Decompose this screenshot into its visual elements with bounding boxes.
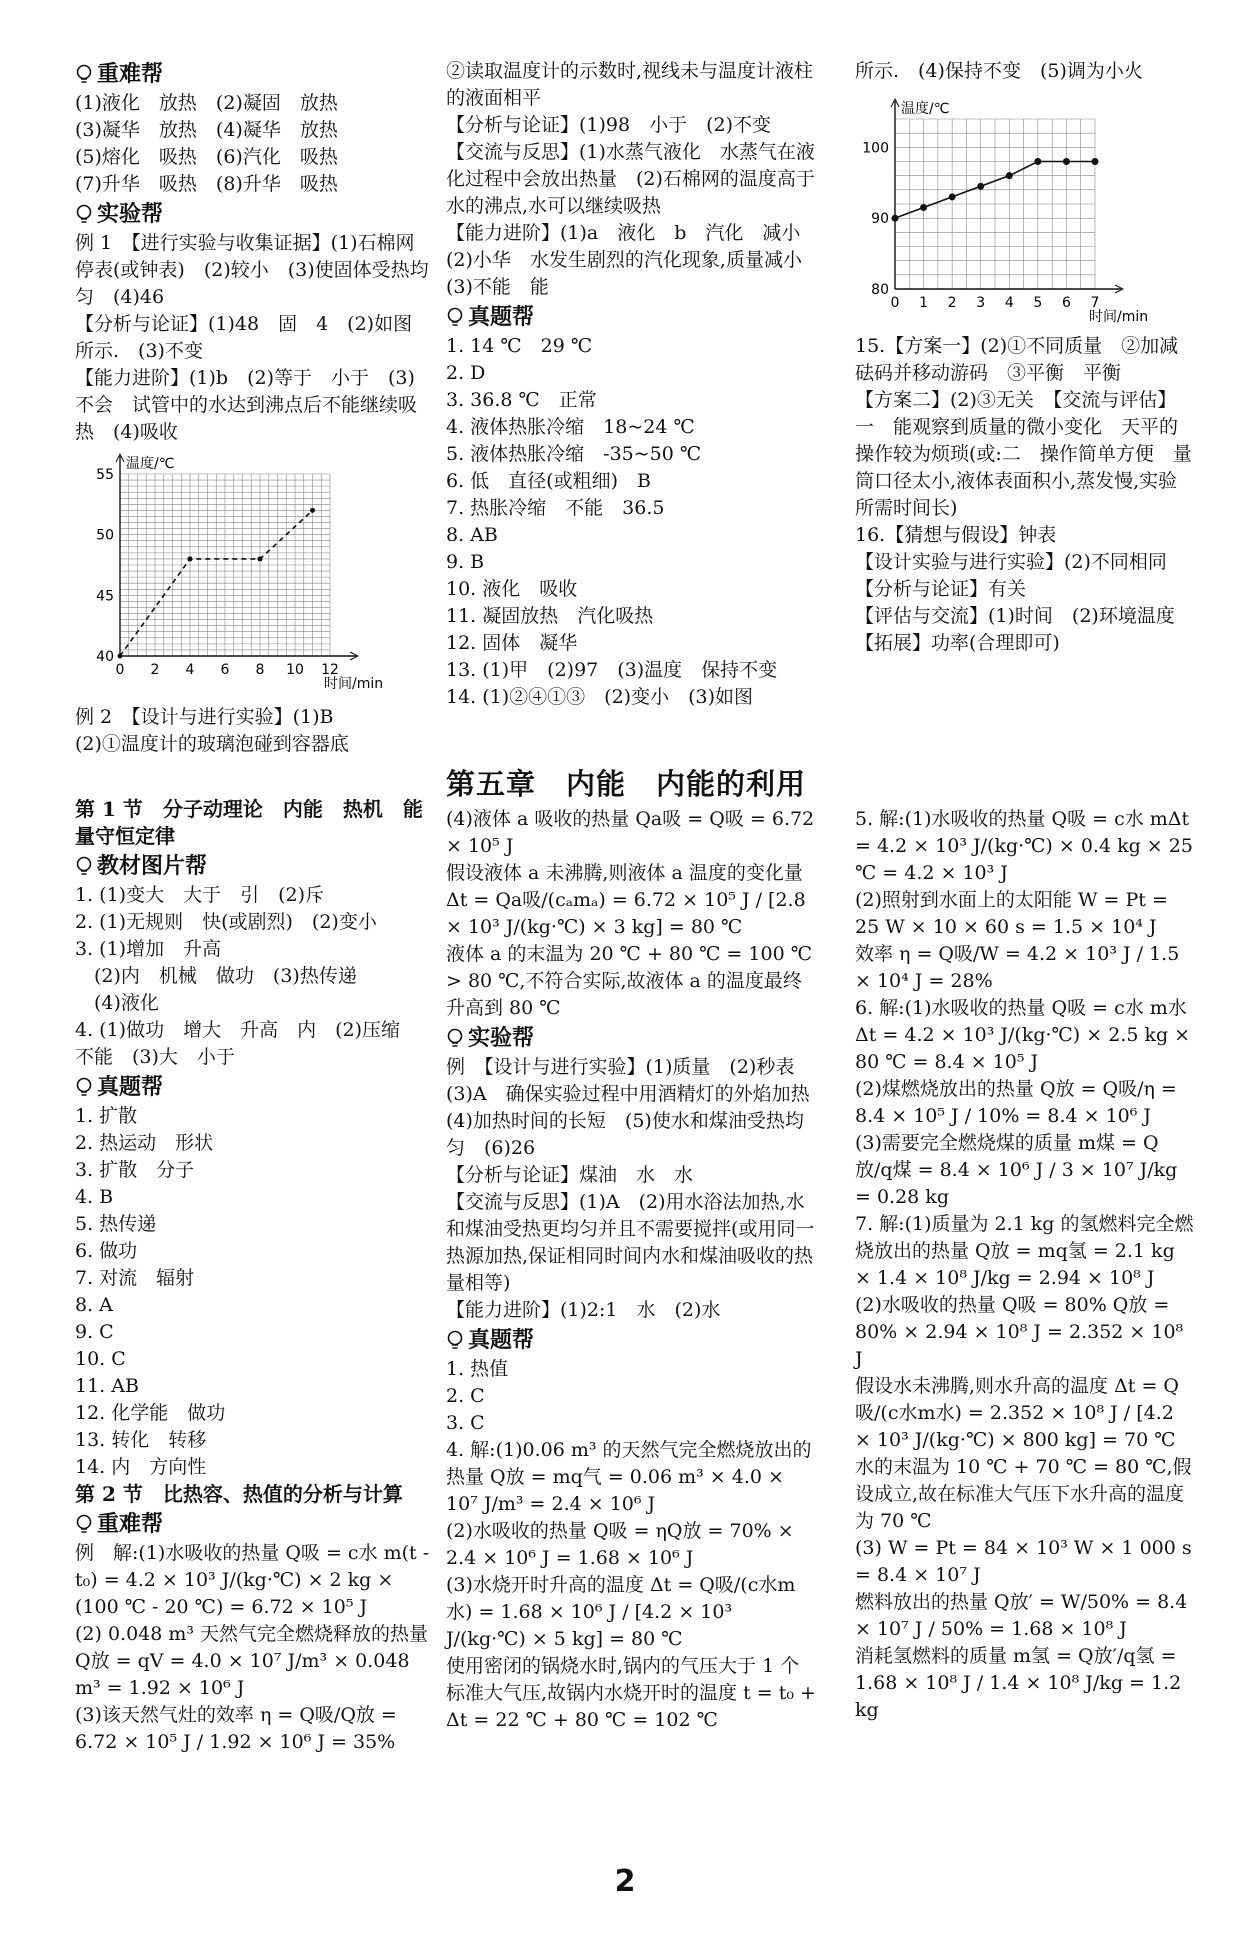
y-tick-label: 100: [862, 140, 889, 157]
solution-line: (3)水烧开时升高的温度 Δt = Q吸/(c水m水) = 1.68 × 10⁶ J / [4.2 × 10³ J/(kg·℃) × 5 kg] = 80 ℃: [446, 1574, 796, 1650]
solution-line: (4)液体 a 吸收的热量 Qa吸 = Q吸 = 6.72 × 10⁵ J: [446, 808, 821, 857]
section-heading: 实验帮: [446, 1025, 816, 1052]
left-bottom-column: [75, 796, 436, 1756]
y-axis-label: 温度/℃: [901, 101, 950, 117]
lt-s1-list: [75, 90, 430, 198]
solution-line: (3)需要完全燃烧煤的质量 m煤 = Q放/q煤 = 8.4 × 10⁶ J / 3 × 10⁷ J/kg = 0.28 kg: [855, 1132, 1184, 1208]
x-tick-label: 4: [185, 662, 195, 678]
data-point: [1034, 158, 1041, 165]
solution-line: 6. 解:(1)水吸收的热量 Q吸 = c水 m水 Δt = 4.2 × 10³ J/(kg·℃) × 2.5 kg × 80 ℃ = 8.4 × 10⁵ J: [855, 997, 1197, 1073]
section-heading: 真题帮: [446, 304, 816, 331]
solution-line: 5. 解:(1)水吸收的热量 Q吸 = c水 mΔt = 4.2 × 10³ J/(kg·℃) × 0.4 kg × 25 ℃ = 4.2 × 10³ J: [855, 808, 1199, 884]
right-bottom-column: [855, 806, 1199, 1724]
answer-item: 3. C: [446, 1412, 485, 1434]
list-item: 【分析与论证】(1)48 固 4 (2)如图所示. (3)不变: [75, 313, 413, 362]
y-tick-label: 55: [96, 467, 114, 483]
answer-item: 10. C: [75, 1348, 126, 1370]
answer-item: 12. 固体 凝华: [446, 632, 578, 654]
solution-line: 4. 解:(1)0.06 m³ 的天然气完全燃烧放出的热量 Q放 = mq气 = 0.06 m³ × 4.0 × 10⁷ J/m³ = 2.4 × 10⁶ J: [446, 1439, 812, 1515]
y-tick-label: 90: [871, 211, 889, 228]
x-tick-label: 10: [286, 662, 304, 678]
answer-item: 13. 转化 转移: [75, 1429, 207, 1451]
section-heading: 教材图片帮: [75, 853, 430, 880]
solution-line: (2)水吸收的热量 Q吸 = ηQ放 = 70% × 2.4 × 10⁶ J = 1.68 × 10⁶ J: [446, 1520, 800, 1569]
section-heading: 重难帮: [75, 1511, 430, 1538]
section-heading: 重难帮: [75, 61, 430, 88]
section-heading: 真题帮: [75, 1074, 430, 1101]
x-tick-label: 0: [890, 295, 900, 311]
list-item: 例 【设计与进行实验】(1)质量 (2)秒表 (3)A 确保实验过程中用酒精灯的外焰加热 (4)加热时间的长短 (5)使水和煤油受热均匀 (6)26: [446, 1056, 829, 1159]
list-item: 【能力进阶】(1)b (2)等于 小于 (3)不会 试管中的水达到沸点后不能继续吸热 (4)吸收: [75, 367, 418, 443]
solution-line: 水的末温为 10 ℃ + 70 ℃ = 80 ℃,假设成立,故在标准大气压下水升高的温度为 70 ℃: [855, 1456, 1192, 1532]
melting-chart: [75, 446, 405, 696]
answer-item: 14. 内 方向性: [75, 1456, 207, 1478]
list-item: 【分析与论证】(1)98 小于 (2)不变: [446, 114, 772, 136]
solution-line: 7. 解:(1)质量为 2.1 kg 的氢燃料完全燃烧放出的热量 Q放 = mq氢 = 2.1 kg × 1.4 × 10⁸ J/kg = 2.94 × 10⁸ J: [855, 1213, 1194, 1289]
list-item: (1)液化 放热 (2)凝固 放热: [75, 92, 338, 114]
solution-line: 燃料放出的热量 Q放′ = W/50% = 8.4 × 10⁷ J / 50% = 1.68 × 10⁸ J: [855, 1591, 1194, 1640]
answer-item: 3. 扩散 分子: [75, 1159, 195, 1181]
solution-line: 效率 η = Q吸/W = 4.2 × 10³ J / 1.5 × 10⁴ J = 28%: [855, 943, 1186, 992]
answer-item: 5. 热传递: [75, 1213, 157, 1235]
y-axis-label: 温度/℃: [126, 456, 175, 472]
answer-item: 5. 液体热胀冷缩 -35~50 ℃: [446, 443, 702, 465]
list-item: 【评估与交流】(1)时间 (2)环境温度: [855, 605, 1175, 627]
x-tick-label: 3: [976, 295, 986, 311]
list-item: (4)液化: [75, 992, 159, 1014]
list-item: 所示. (4)保持不变 (5)调为小火: [855, 60, 1143, 82]
x-axis-label: 时间/min: [1089, 309, 1149, 325]
answer-item: 11. AB: [75, 1375, 139, 1397]
answer-item: 6. 做功: [75, 1240, 138, 1262]
list-item: 2. (1)无规则 快(或剧烈) (2)变小: [75, 911, 377, 933]
lightbulb-icon: [446, 1330, 464, 1352]
x-tick-label: 8: [255, 662, 265, 678]
answer-item: 2. D: [446, 362, 486, 384]
x-tick-label: 6: [220, 662, 230, 678]
solution-line: 假设液体 a 未沸腾,则液体 a 温度的变化量 Δt = Qa吸/(cₐmₐ) = 6.72 × 10⁵ J / [2.8 × 10³ J/(kg·℃) × 3 kg] = 80 ℃: [446, 862, 812, 938]
list-item: 3. (1)增加 升高: [75, 938, 222, 960]
answer-item: 11. 凝固放热 汽化吸热: [446, 605, 654, 627]
data-point: [1092, 158, 1099, 165]
answer-item: 12. 化学能 做功: [75, 1402, 226, 1424]
chapter-title: 第五章 内能 内能的利用: [446, 767, 807, 801]
x-tick-label: 4: [1004, 295, 1014, 311]
page-number: 2: [614, 1864, 636, 1899]
data-point: [892, 215, 899, 222]
boiling-chart: [855, 85, 1155, 325]
list-item: 【交流与反思】(1)A (2)用水浴法加热,水和煤油受热更均匀并且不需要搅拌(或用同一热源加热,保证相同时间内水和煤油吸收的热量相等): [446, 1191, 815, 1294]
mid-top-column: [446, 58, 821, 711]
solution-line: (2)照射到水面上的太阳能 W = Pt = 25 W × 10 × 60 s = 1.5 × 10⁴ J: [855, 889, 1174, 938]
data-point: [949, 193, 956, 200]
answer-item: 3. 36.8 ℃ 正常: [446, 389, 597, 411]
solution-line: 消耗氢燃料的质量 m氢 = Q放′/q氢 = 1.68 × 10⁸ J / 1.4 × 10⁸ J/kg = 1.2 kg: [855, 1645, 1188, 1721]
list-item: 15.【方案一】(2)①不同质量 ②加减砝码并移动游码 ③平衡 平衡: [855, 335, 1179, 384]
solution-line: 假设水未沸腾,则水升高的温度 Δt = Q吸/(c水m水) = 2.352 × 10⁸ J / [4.2 × 10³ J/(kg·℃) × 800 kg] = 70 ℃: [855, 1375, 1180, 1451]
list-item: (3)凝华 放热 (4)凝华 放热: [75, 119, 338, 141]
answer-item: 4. 液体热胀冷缩 18~24 ℃: [446, 416, 695, 438]
section-title: 第 1 节 分子动理论 内能 热机 能量守恒定律: [75, 797, 423, 848]
x-axis-label: 时间/min: [324, 676, 384, 692]
data-point: [1006, 172, 1013, 179]
answer-item: 2. C: [446, 1385, 485, 1407]
answer-item: 9. B: [446, 551, 485, 573]
list-item: 【分析与论证】有关: [855, 578, 1027, 600]
answer-item: 13. (1)甲 (2)97 (3)温度 保持不变: [446, 659, 778, 681]
lightbulb-icon: [75, 204, 93, 226]
data-point: [258, 556, 263, 561]
answer-item: 7. 热胀冷缩 不能 36.5: [446, 497, 665, 519]
answer-item: 6. 低 直径(或粗细) B: [446, 470, 651, 492]
data-point: [920, 204, 927, 211]
answer-item: 1. 热值: [446, 1358, 509, 1380]
answer-item: 4. B: [75, 1186, 114, 1208]
answer-item: 8. AB: [446, 524, 498, 546]
lightbulb-icon: [75, 1514, 93, 1536]
list-item: 【能力进阶】(1)2:1 水 (2)水: [446, 1299, 721, 1321]
list-item: (2)内 机械 做功 (3)热传递: [75, 965, 357, 987]
list-item: 【拓展】功率(合理即可): [855, 632, 1060, 654]
x-tick-label: 2: [150, 662, 160, 678]
list-item: 【交流与反思】(1)水蒸气液化 水蒸气在液化过程中会放出热量 (2)石棉网的温度高于水的沸点,水可以继续吸热: [446, 141, 815, 217]
list-item: 【方案二】(2)③无关 【交流与评估】一 能观察到质量的微小变化 天平的操作较为烦琐(或:二 操作简单方便 量筒口径太小,液体表面积小,蒸发慢,实验所需时间长): [855, 389, 1192, 519]
list-item: 例 1 【进行实验与收集证据】(1)石棉网 停表(或钟表) (2)较小 (3)使固体受热均匀 (4)46: [75, 232, 434, 308]
y-tick-label: 40: [96, 649, 114, 665]
list-item: (7)升华 吸热 (8)升华 吸热: [75, 173, 338, 195]
mid-bottom-column: [446, 806, 829, 1734]
data-point: [977, 183, 984, 190]
section-title: 第 2 节 比热容、热值的分析与计算: [75, 1482, 403, 1506]
answer-item: 1. 14 ℃ 29 ℃: [446, 335, 593, 357]
data-point: [118, 654, 123, 659]
solution-line: (2)煤燃烧放出的热量 Q放 = Q吸/η = 8.4 × 10⁵ J / 10% = 8.4 × 10⁶ J: [855, 1078, 1183, 1127]
x-tick-label: 0: [115, 662, 125, 678]
y-tick-label: 50: [96, 527, 114, 544]
left-top-column: [75, 58, 434, 758]
y-tick-label: 80: [871, 282, 889, 298]
right-top-column: [855, 58, 1195, 657]
x-tick-label: 5: [1033, 295, 1043, 311]
solution-line: 例 解:(1)水吸收的热量 Q吸 = c水 m(t - t₀) = 4.2 × 10³ J/(kg·℃) × 2 kg × (100 ℃ - 20 ℃) = 6.72 × 10⁵ J: [75, 1542, 436, 1618]
list-item: (2)①温度计的玻璃泡碰到容器底: [75, 733, 349, 755]
y-tick-label: 45: [96, 588, 114, 605]
x-tick-label: 7: [1090, 295, 1100, 311]
answer-item: 8. A: [75, 1294, 113, 1316]
answer-item: 2. 热运动 形状: [75, 1132, 214, 1154]
solution-line: (3)该天然气灶的效率 η = Q吸/Q放 = 6.72 × 10⁵ J / 1.92 × 10⁶ J = 35%: [75, 1704, 403, 1753]
data-point: [188, 556, 193, 561]
list-item: 1. (1)变大 大于 引 (2)斥: [75, 884, 324, 906]
solution-line: 使用密闭的锅烧水时,锅内的气压大于 1 个标准大气压,故锅内水烧开时的温度 t = t₀ + Δt = 22 ℃ + 80 ℃ = 102 ℃: [446, 1655, 822, 1731]
list-item: (5)熔化 吸热 (6)汽化 吸热: [75, 146, 338, 168]
answer-item: 14. (1)②④①③ (2)变小 (3)如图: [446, 686, 753, 708]
section-heading: 实验帮: [75, 201, 430, 228]
x-tick-label: 6: [1061, 295, 1071, 311]
answer-item: 7. 对流 辐射: [75, 1267, 195, 1289]
solution-line: (2)水吸收的热量 Q吸 = 80% Q放 = 80% × 2.94 × 10⁸ J = 2.352 × 10⁸ J: [855, 1294, 1190, 1370]
x-tick-label: 2: [947, 295, 957, 311]
lightbulb-icon: [446, 1028, 464, 1050]
list-item: 例 2 【设计与进行实验】(1)B: [75, 706, 334, 728]
lightbulb-icon: [446, 307, 464, 329]
list-item: 【能力进阶】(1)a 液化 b 汽化 减小 (2)小华 水发生剧烈的汽化现象,质量减小 (3)不能 能: [446, 222, 821, 298]
answer-item: 10. 液化 吸收: [446, 578, 578, 600]
list-item: ②读取温度计的示数时,视线未与温度计液柱的液面相平: [446, 60, 814, 109]
section-heading: 真题帮: [446, 1327, 816, 1354]
solution-line: 液体 a 的末温为 20 ℃ + 80 ℃ = 100 ℃ > 80 ℃,不符合实际,故液体 a 的温度最终升高到 80 ℃: [446, 943, 818, 1019]
lightbulb-icon: [75, 64, 93, 86]
answer-item: 1. 扩散: [75, 1105, 138, 1127]
solution-line: (3) W = Pt = 84 × 10³ W × 1 000 s = 8.4 × 10⁷ J: [855, 1537, 1198, 1586]
list-item: 16.【猜想与假设】钟表: [855, 524, 1057, 546]
list-item: 4. (1)做功 增大 升高 内 (2)压缩 不能 (3)大 小于: [75, 1019, 420, 1068]
lightbulb-icon: [75, 1077, 93, 1099]
lightbulb-icon: [75, 856, 93, 878]
solution-line: (2) 0.048 m³ 天然气完全燃烧释放的热量 Q放 = qV = 4.0 × 10⁷ J/m³ × 0.048 m³ = 1.92 × 10⁶ J: [75, 1623, 435, 1699]
list-item: 【设计实验与进行实验】(2)不同相同: [855, 551, 1167, 573]
answer-item: 9. C: [75, 1321, 114, 1343]
x-tick-label: 12: [321, 662, 339, 678]
list-item: 【分析与论证】煤油 水 水: [446, 1164, 694, 1186]
data-point: [310, 508, 315, 513]
x-tick-label: 1: [919, 295, 929, 311]
data-point: [1063, 158, 1070, 165]
